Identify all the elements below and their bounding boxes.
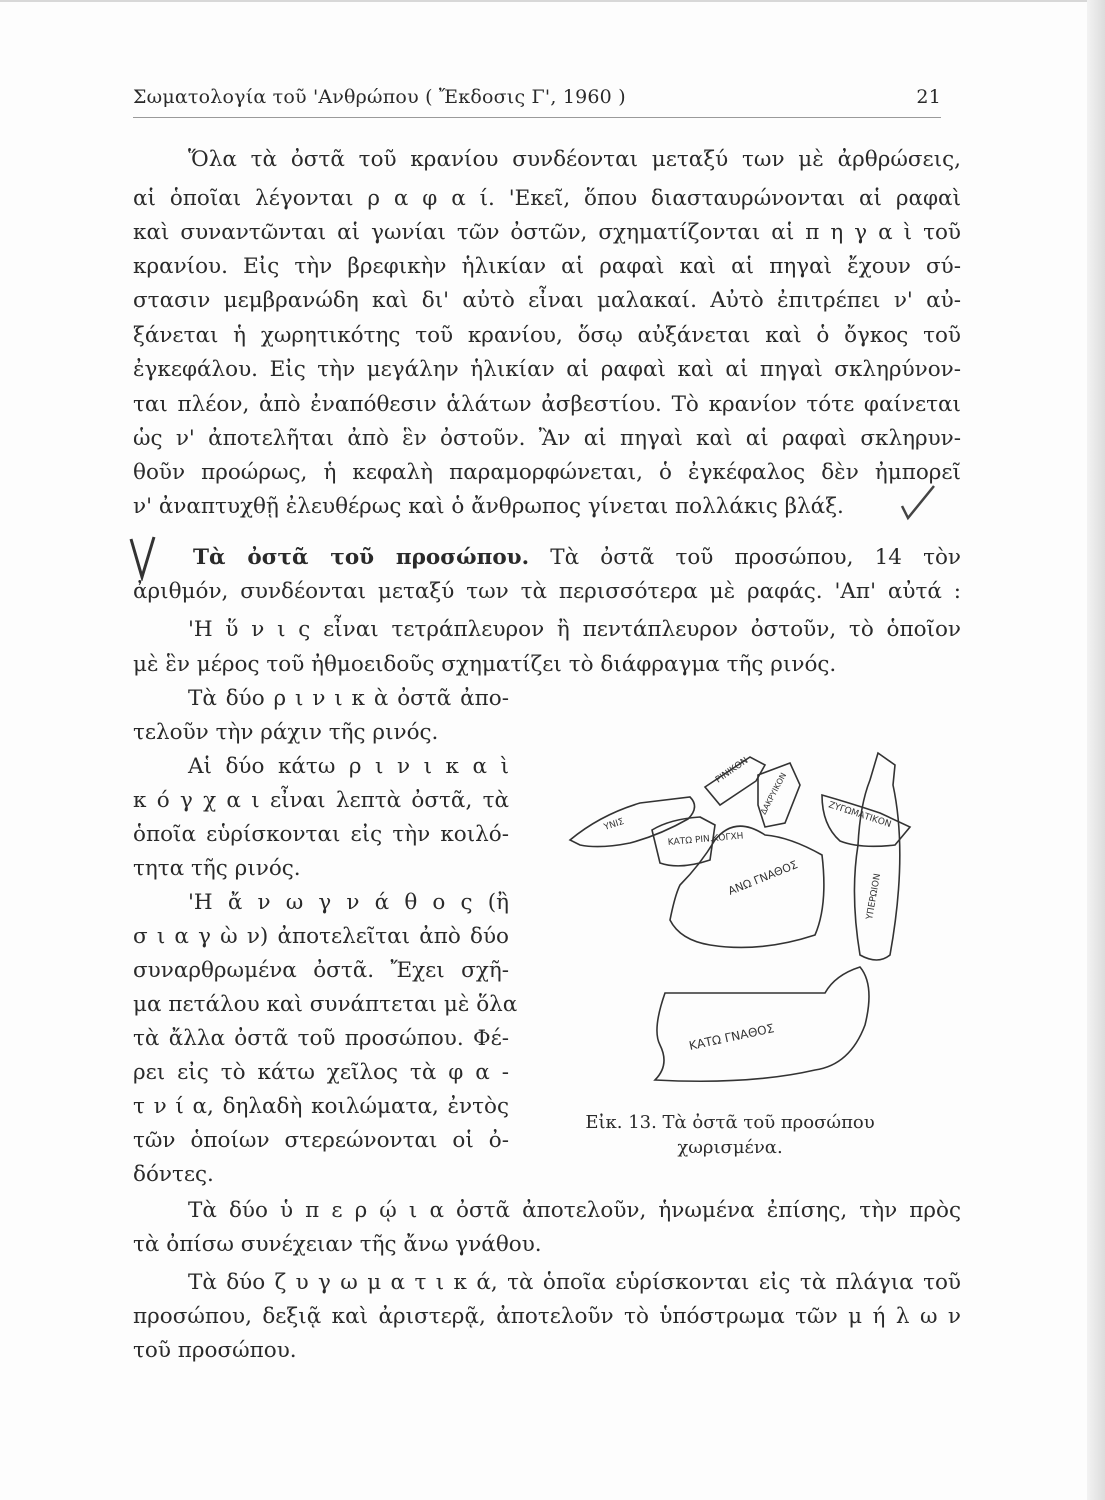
- text-line: κ ό γ χ α ι εἶναι λεπτὰ ὀστᾶ, τὰ: [133, 788, 509, 813]
- page-edge-shadow: [1087, 0, 1105, 1500]
- label-nasal: ΡΙΝΙΚΟΝ: [713, 755, 751, 786]
- text-line: μὲ ἓν μέρος τοῦ ἠθμοειδοῦς σχηματίζει τὸ διάφραγμα τῆς ρινός.: [133, 652, 837, 677]
- header-rule: [133, 117, 941, 118]
- label-upper-jaw: ΑΝΩ ΓΝΑΘΟΣ: [726, 858, 800, 898]
- text-line: ται πλέον, ἀπὸ ἐναπόθεσιν ἁλάτων ἀσβεστίου. Τὸ κρανίον τότε φαίνεται: [133, 392, 961, 417]
- text-line: τὰ ἄλλα ὀστᾶ τοῦ προσώπου. Φέ-: [133, 1026, 509, 1051]
- text-line: Ὅλα τὰ ὀστᾶ τοῦ κρανίου συνδέονται μεταξύ των μὲ ἀρθρώσεις,: [188, 147, 961, 172]
- text-line: μα πετάλου καὶ συνάπτεται μὲ ὅλα: [133, 992, 518, 1017]
- label-lower-jaw: ΚΑΤΩ ΓΝΑΘΟΣ: [687, 1021, 776, 1053]
- text-line: τ ν ί α, δηλαδὴ κοιλώματα, ἐντὸς: [133, 1094, 509, 1119]
- text-line: θοῦν προώρως, ἡ κεφαλὴ παραμορφώνεται, ὁ ἐγκέφαλος δὲν ἠμπορεῖ: [133, 460, 961, 485]
- text-line: Τὰ δύο ρ ι ν ι κ ὰ ὀστᾶ ἀπο-: [188, 686, 509, 711]
- text-line: Τὰ δύο ὑ π ε ρ ῴ ι α ὀστᾶ ἀποτελοῦν, ἡνωμένα ἐπίσης, τὴν πρὸς: [188, 1198, 961, 1223]
- text-line: συναρθρωμένα ὀστᾶ. Ἔχει σχῆ-: [133, 958, 509, 983]
- text-line: ρει εἰς τὸ κάτω χεῖλος τὰ φ α -: [133, 1060, 509, 1085]
- text-line: 'Η ἄ ν ω γ ν ά θ ο ς (ἢ: [188, 890, 509, 915]
- text-line: ν' ἀναπτυχθῇ ἐλευθέρως καὶ ὁ ἄνθρωπος γίνεται πολλάκις βλάξ.: [133, 494, 844, 519]
- text-line: καὶ συναντῶνται αἱ γωνίαι τῶν ὀστῶν, σχηματίζονται αἱ π η γ α ὶ τοῦ: [133, 220, 961, 245]
- text-line: τῶν ὁποίων στερεώνονται οἱ ὀ-: [133, 1128, 509, 1153]
- face-bones-figure: [560, 745, 940, 1125]
- text-line: τελοῦν τὴν ράχιν τῆς ρινός.: [133, 720, 439, 745]
- text-line: ὁποῖα εὑρίσκονται εἰς τὴν κοιλό-: [133, 822, 509, 847]
- text-line: τοῦ προσώπου.: [133, 1338, 297, 1363]
- figure-caption: [560, 1110, 900, 1160]
- text-line: ἐγκεφάλου. Εἰς τὴν μεγάλην ἡλικίαν αἱ ραφαὶ καὶ αἱ πηγαὶ σκληρύνον-: [133, 357, 961, 382]
- label-nasal-concha: ΚΑΤΩ ΡΙΝ.ΚΟΓΧΗ: [667, 831, 744, 848]
- text-line: κρανίου. Εἰς τὴν βρεφικὴν ἡλικίαν αἱ ραφαὶ καὶ αἱ πηγαὶ ἔχουν σύ-: [133, 254, 961, 279]
- page-number: 21: [916, 86, 941, 108]
- text-line: ὡς ν' ἀποτελῆται ἀπὸ ἓν ὀστοῦν. Ἂν αἱ πηγαὶ καὶ αἱ ραφαὶ σκληρυν-: [133, 426, 961, 451]
- section-heading-line: [133, 543, 961, 573]
- text-line: στασιν μεμβρανώδη καὶ δι' αὐτὸ εἶναι μαλακαί. Αὐτὸ ἐπιτρέπει ν' αὐ-: [133, 288, 961, 313]
- text-line: σ ι α γ ὼ ν) ἀποτελεῖται ἀπὸ δύο: [133, 924, 509, 949]
- text-line: ἀριθμόν, συνδέονται μεταξύ των τὰ περισσότερα μὲ ραφάς. 'Απ' αὐτά :: [133, 579, 961, 604]
- text-line: Τὰ δύο ζ υ γ ω μ α τ ι κ ά, τὰ ὁποῖα εὑρίσκονται εἰς τὰ πλάγια τοῦ: [188, 1270, 961, 1295]
- text-line: Αἱ δύο κάτω ρ ι ν ι κ α ὶ: [188, 754, 509, 779]
- handwritten-check-mark: [898, 484, 940, 524]
- label-palatine: ΥΠΕΡΩΙΟΝ: [865, 872, 884, 921]
- text-line: τὰ ὀπίσω συνέχειαν τῆς ἄνω γνάθου.: [133, 1232, 542, 1257]
- text-line: τητα τῆς ρινός.: [133, 856, 301, 881]
- header-title: Σωματολογία τοῦ 'Ανθρώπου ( Ἔκδοσις Γ', 1960 ): [133, 86, 626, 108]
- label-vomer: ΥΝΙΣ: [602, 816, 626, 833]
- caption-line: χωρισμένα.: [677, 1137, 783, 1158]
- label-lacrimal: ΔΑΚΡΥΙΚΟΝ: [758, 771, 789, 816]
- text-line: 'Η ὕ ν ι ς εἶναι τετράπλευρον ἢ πεντάπλευρον ὀστοῦν, τὸ ὁποῖον: [188, 617, 961, 642]
- text-line: προσώπου, δεξιᾷ καὶ ἀριστερᾷ, ἀποτελοῦν τὸ ὑπόστρωμα τῶν μ ή λ ω ν: [133, 1304, 961, 1329]
- label-zygomatic: ΖΥΓΩΜΑΤΙΚΟΝ: [827, 800, 893, 831]
- palatine-bone-shape: [854, 753, 899, 960]
- section-heading: Τὰ ὀστᾶ τοῦ προσώπου.: [193, 545, 530, 570]
- top-edge: [0, 0, 1090, 2]
- section-heading-rest: Τὰ ὀστᾶ τοῦ προσώπου, 14 τὸν: [550, 545, 962, 570]
- text-line: δόντες.: [133, 1162, 214, 1187]
- text-line: ξάνεται ἡ χωρητικότης τοῦ κρανίου, ὅσῳ αὐξάνεται καὶ ὁ ὄγκος τοῦ: [133, 323, 961, 348]
- text-line: αἱ ὁποῖαι λέγονται ρ α φ α ί. 'Εκεῖ, ὅπου διασταυρώνονται αἱ ραφαὶ: [133, 186, 961, 211]
- caption-line: Εἰκ. 13. Τὰ ὀστᾶ τοῦ προσώπου: [585, 1112, 875, 1133]
